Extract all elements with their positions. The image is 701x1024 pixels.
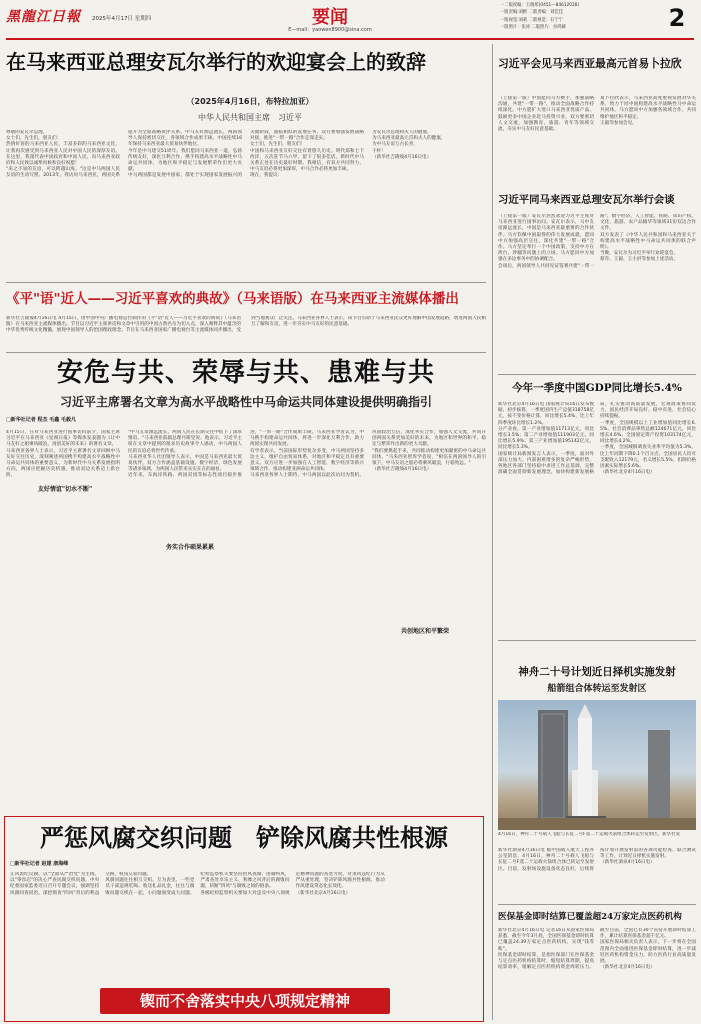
feature-byline: □新华社记者 程杰 毛鑫 毛毅凡	[6, 417, 76, 423]
talks-headline: 习近平同马来西亚总理安瓦尔举行会谈	[498, 194, 675, 206]
discipline-banner	[100, 988, 390, 1014]
discipline-banner-text: 锲而不舍落实中央八项规定精神	[139, 992, 350, 1010]
feature-body: 4月15日，在对马来西亚进行国事访问前夕，国家主席习近平在马来西亚《星洲日报》等媒体发表题为《让中马友好之船乘风破浪，再创美好的未来》的署名文章。 马来西亚各界人士表示，习近平主席署名文章回顾中马友好交往历史，深刻阐述两国携手构建高水平战略性中马命运共同体的重要意义，为新时代中马关系发展指明方向，两国应把握历史机遇，推动双边关系迈上新台阶。 "中马友谊源远流长，两国人民在长期交往中结下了深厚情谊。"马来西亚前副总理丹斯里说。他表示，习近平主席在文章中提到的很多历史故事令人感动，中马两国人民的友谊必将世代传承。 马来西亚华人社团领导人表示，中国是马来西亚最大贸易伙伴，双方合作涵盖基础设施、数字经济、绿色发展等诸多领域，为两国人民带来实实在在的福祉。 近年来，东海岸铁路、两国双园等标志性项目稳步推进，"一带一路"合作成果丰硕。马来西亚学者认为，中马携手构建命运共同体，将进一步深化互利合作，助力两国实现共同发展。 有学者表示，当前国际形势复杂多变，中马两国坚持多边主义，维护自由贸易体系，对地区和平稳定具有重要意义。双方应进一步加强在人工智能、数字经济等新兴领域合作，推动构建亚洲命运共同体。 马来西亚各界人士期待，中马两国以此次访问为契机，巩固政治互信，深化务实合作，加强人文交流，共同开创两国关系更加美好的未来，为地区和世界的和平、稳定与繁荣作出新的更大贡献。 "我们要携起手来，共同推动构建更加紧密的中马命运共同体，"马来西亚智库学者说，"相信在两国领导人的引领下，中马友谊之船必将乘风破浪，行稳致远。" （新华社吉隆坡4月16日电）	[6, 430, 486, 479]
divider	[498, 904, 696, 905]
broadcast-body: 新华社吉隆坡4月16日电 4月15日，由中国中央广播电视总台制作的《平"语"近人——习近平喜欢的典故》（马来语版）在马来西亚主流媒体播出。节目以习近平主席讲话和文章中引用的中国古典名句为切入点，深入阐释其中蕴含的中华优秀传统文化精髓，展现中国领导人的治国理政理念。节目在马来西亚国家广播电视台等主流媒体同步播出，受到当地观众广泛关注。马来西亚各界人士表示，该节目有助于马来西亚民众更好理解中国发展道路，增进两国人民相互了解和友谊，进一步夯实中马友好的民意基础。	[6, 316, 486, 334]
contact-line: 一版责编:刘彬 二版责编：刘佳佳	[500, 10, 563, 16]
broadcast-headline: 《平"语"近人——习近平喜欢的典故》（马来语版）在马来西亚主流媒体播出	[6, 291, 459, 307]
section-title: 要闻	[312, 7, 348, 25]
masthead-rule	[6, 38, 694, 40]
speech-author: 中华人民共和国主席 习近平	[198, 113, 302, 122]
editor-contacts	[500, 2, 648, 38]
divider	[6, 352, 486, 353]
issue-date: 2025年4月17日 星期四	[92, 16, 152, 22]
rocket-tower-icon	[498, 700, 696, 830]
speech-date: （2025年4月16日，布特拉加亚）	[186, 97, 314, 106]
insurance-headline: 医保基金即时结算已覆盖超24万家定点医药机构	[498, 912, 682, 922]
discipline-headline: 严惩风腐交织问题 铲除风腐共性根源	[40, 823, 448, 852]
meeting-headline: 习近平会见马来西亚最高元首易卜拉欣	[498, 57, 682, 70]
page-number: 2	[668, 4, 686, 32]
newspaper-logo: 黑龍江日報	[6, 9, 81, 25]
section-email: E—mail：yaowen8900@sina.com	[288, 27, 372, 33]
talks-body: （上接第一版）安瓦尔热烈欢迎习近平主席对马来西亚进行国事访问。安瓦尔表示，马中友谊源远流长，中国是马来西亚最重要的合作伙伴。马方钦佩中国取得的伟大发展成就，愿同中方加强高层交往，深化共建"一带一路"合作。马方坚定奉行一个中国政策，支持中方在涉台、涉疆等问题上的立场。马方愿同中方加强在多边事务中的协调配合。 会谈后，两国领导人共同见证签署共建"一带一路"、数字经济、人工智能、铁路、知识产权、文化、旅游、农产品输华等领域31份双边合作文件。 双方发表了《中华人民共和国和马来西亚关于构建高水平战略性中马命运共同体的联合声明》。 当晚，安瓦尔为习近平举行欢迎宴会。 蔡奇、王毅、王小洪等参加上述活动。	[498, 214, 696, 269]
contact-line: 一版视觉:刘莉 二版视觉：石宁宁	[500, 17, 563, 23]
shenzhou-headline: 神舟二十号计划近日择机实施发射	[518, 666, 676, 678]
feature-subhead: 友好情谊"切水不断"	[37, 486, 93, 493]
feature-subtitle: 习近平主席署名文章为高水平战略性中马命运共同体建设提供明确指引	[59, 395, 432, 409]
feature-subhead: 共创地区和平繁荣	[400, 628, 449, 635]
discipline-body: 正风肃纪反腐，以"全面从严治党"为主线，以"零容忍"的决心严查风腐交织问题。中央纪委国家监委近日召开专题会议，强调坚持风腐同查同治，深挖彻查"四风"背后的利益交换、权钱交易问题。 风腐问题往往相互交织、互为表里。一些党员干部违规吃喝、收送礼品礼金，往往与腐败问题交织在一起，小问题演变成大问题。纪检监察机关要坚持由风查腐、由腐纠风，严肃查处享乐主义、奢靡之风背后的腐败问题，斩断"四风"与腐败之间的链条。 各级纪检监察机关要加大对违反中央八项规定精神问题的查处力度，对顶风违纪行为从严从重处理，坚决铲除风腐共性根源，推动作风建设常态化长效化。 （新华社北京4月16日电）	[10, 872, 385, 896]
contact-line: 一二版夜编：王晓彤(0451—84612028)	[500, 3, 580, 8]
speech-headline: 在马来西亚总理安瓦尔举行的欢迎宴会上的致辞	[6, 50, 426, 74]
contact-line: 一版照片：张涛 二版照片：谷鸿赫	[500, 25, 566, 31]
meeting-body: （上接第一版）中国愿同马方携手，加强战略沟通，共建"一带一路"，推动全面战略合作持续深化。中方愿扩大进口马来西亚优质产品，鼓励更多中国企业赴马投资兴业。双方要密切人文交流，加强教育、旅游、青年等领域交流，夯实中马友好民意基础。 易卜拉欣表示，马来西亚高度重视发展对华关系，致力于同中国构建高水平战略性马中命运共同体。马方愿同中方加强各领域合作，共同维护地区和平稳定。 王毅等参加会见。	[498, 96, 696, 133]
speech-body: 尊敬的安瓦尔总理， 女士们，先生们，朋友们： 热情好客的马来西亚人民，丰富多彩的马来西亚文化，让我再次感受到马来西亚人民对中国人民的深厚友谊。在这里，我谨代表中国政府和中国人民，向马来西亚政府和人民致以诚挚问候和良好祝愿！ "来之不易的友谊，可以跨越山海。"这是中马两国人民友谊的生动写照。2013年，我访问马来西亚，两国关系提升为全面战略伙伴关系。中马友好源远流长，两国领导人保持密切交往，各领域合作成果丰硕。中国连续16年保持马来西亚最大贸易伙伴地位。 今年是中马建交51周年。我们愿同马来西亚一道，弘扬传统友好，深化互利合作，携手构建高水平战略性中马命运共同体，为地区和平稳定与发展繁荣作出更大贡献。 中马两国都是发展中国家，都处于实现国家发展振兴的关键阶段，面临相似的发展任务。双方要加强发展战略对接，推进"一带一路"合作走深走实。 女士们，先生们，朋友们！ 中国和马来西亚友好交往有着悠久历史。明代郑和七下西洋，五次驻节马六甲，留下了很多佳话。新时代中马关系正处在历史最好时期。我相信，有双方共同努力，中马友谊必将更加深厚，中马合作必将更加丰硕。 现在，我提议： 为安瓦尔总理和夫人的健康， 为马来西亚最高元首和夫人的健康， 为中马友谊万古长青， 干杯！ （新华社吉隆坡4月16日电）	[6, 130, 446, 179]
feature-subhead: 务实合作硕果累累	[165, 544, 214, 551]
divider	[498, 640, 696, 641]
feature-headline: 安危与共、荣辱与共、患难与共	[56, 358, 435, 388]
gdp-body: 新华社北京4月16日电 国家统计局16日发布数据，初步核算，一季度国内生产总值318758亿元，按不变价格计算，同比增长5.4%，比上年四季度环比增长1.2%。 分产业看，第一产业增加值11713亿元，同比增长3.5%；第二产业增加值111903亿元，同比增长5.9%；第三产业增加值195142亿元，同比增长5.3%。 国家统计局新闻发言人表示，一季度，面对外部压力加大、内部困难增多的复杂严峻形势，各地区各部门坚持稳中求进工作总基调，完整准确全面贯彻新发展理念，加快构建新发展格局，扎实推动高质量发展，宏观政策协同发力，国民经济开局良好、稳中有进，社会信心持续提振。 一季度，全国规模以上工业增加值同比增长6.5%。社会消费品零售总额124671亿元，同比增长4.6%。全国固定资产投资103174亿元，同比增长4.2%。 一季度，全国城镇调查失业率平均值为5.3%，比上年同期下降0.1个百分点。全国居民人均可支配收入12179元，名义增长5.5%，扣除价格因素实际增长5.6%。 （新华社北京4月16日电）	[498, 402, 696, 476]
insurance-body: 新华社北京4月16日电 记者16日从国家医保局获悉，截至今年3月底，全国医保基金即时结算已覆盖24.39万家定点医药机构，实现"钱等账"。 医保基金即时结算，是指医保部门在医保基金与定点医药机构结算时，缩短结算周期，提高结算效率，缓解定点医药机构资金周转压力。截至目前，全国已有30个省份开展即时结算工作，累计结算医保基金超千亿元。 国家医保局相关负责人表示，下一步将在全国范围内全面推进医保基金即时结算，进一步减轻医药机构资金压力，助力医药行业高质量发展。 （新华社北京4月16日电）	[498, 928, 696, 971]
discipline-byline: □新华社记者 赵建 康海峰	[10, 861, 69, 867]
shenzhou-subtitle: 船箭组合体转运至发射区	[547, 684, 647, 694]
masthead	[0, 0, 701, 40]
column-divider	[492, 44, 493, 1020]
gdp-headline: 今年一季度中国GDP同比增长5.4%	[512, 382, 682, 394]
divider	[498, 374, 696, 375]
divider	[6, 282, 486, 283]
shenzhou-launch-photo	[498, 700, 696, 830]
shenzhou-caption: 4月16日，神舟二十号载人飞船与长征二号F遥二十运载火箭组合体转运至发射区。新华社发	[498, 832, 681, 837]
shenzhou-body: 新华社酒泉4月16日电 据中国载人航天工程办公室消息，4月16日，神舟二十号载人飞船与长征二号F遥二十运载火箭组合体已转运至发射区。目前，发射场设施设备状态良好，后续将按计划开展发射前的各项功能检查、联合测试等工作，计划近日择机实施发射。 （新华社酒泉4月16日电）	[498, 848, 696, 872]
